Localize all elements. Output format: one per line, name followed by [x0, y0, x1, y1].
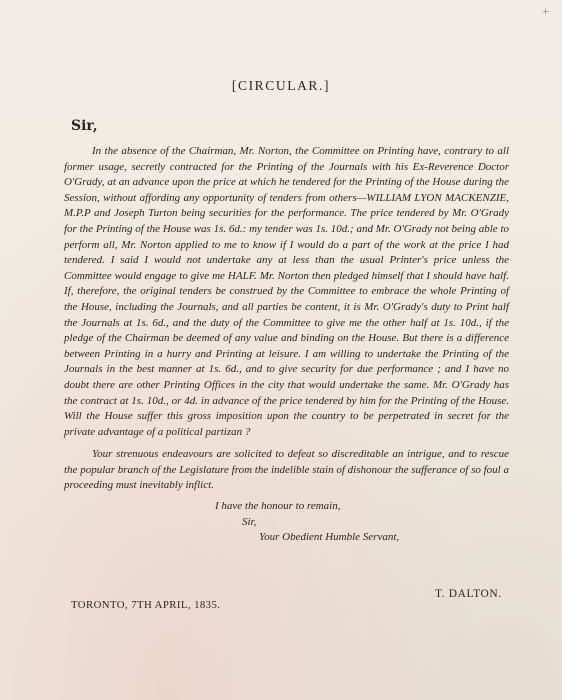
closing-line-3: Your Obedient Humble Servant, — [259, 531, 400, 544]
signature: T. DALTON. — [435, 588, 502, 600]
margin-mark: + — [542, 4, 549, 18]
closing-line-2: Sir, — [242, 515, 257, 528]
closing-line-1: I have the honour to remain, — [215, 500, 341, 513]
paragraph-appeal: Your strenuous endeavours are solicited to defeat so discreditable an intrigue, and to rescue the popular branch of the Legislature from the indelible stain of dishonour the sufferance of so foul a proceeding must inevitably inflict. — [64, 448, 509, 492]
salutation: Sir, — [71, 118, 98, 134]
letter-body — [64, 144, 509, 546]
date-line: TORONTO, 7TH APRIL, 1835. — [71, 599, 221, 611]
paragraph-main: In the absence of the Chairman, Mr. Norton, the Committee on Printing have, contrary to all former usage, secretly contracted for the Printing of the Journals with his Ex-Reverence Doctor O'Grady, at an advance upon the price at which he tendered for the Printing of the House during the Session, without affording any opportunity of tenders from others—WILLIAM LYON MACKENZIE, M.P.P and Joseph Turton being securities for the performance. The price tendered by Mr. O'Grady for the Printing of the House was 1s. 6d.: my tender was 1s. 10d.; and Mr. O'Grady not being able to perform all, Mr. Norton applied to me to know if I would do a part of the work at the price I had tendered. I said I would not undertake any at less than the usual Printer's price unless the Committee would engage to give me HALF. Mr. Norton then pledged himself that I should have half. If, therefore, the original tenders be construed by the Committee to embrace the whole Printing of the House, including the Journals, and all parties be content, it is Mr. O'Grady's duty to Print half the Journals at 1s. 6d., and the duty of the Committee to give me the other half at 1s. 10d., if the pledge of the Chairman be deemed of any value and binding on the House. But there is a difference between Printing in a hurry and Printing at leisure. I am willing to undertake the Printing of the Journals in the best manner at 1s. 6d., and to give security for due performance ; and I have no doubt there are other Printing Offices in the city that would undertake the same. Mr. O'Grady has the contract at 1s. 10d., or 4d. in advance of the price tendered by him for the Printing of the House. Will the House suffer this gross imposition upon the country to be perpetrated in secret for the private advantage of a political partizan ? — [64, 145, 509, 438]
circular-heading: [CIRCULAR.] — [231, 78, 331, 93]
